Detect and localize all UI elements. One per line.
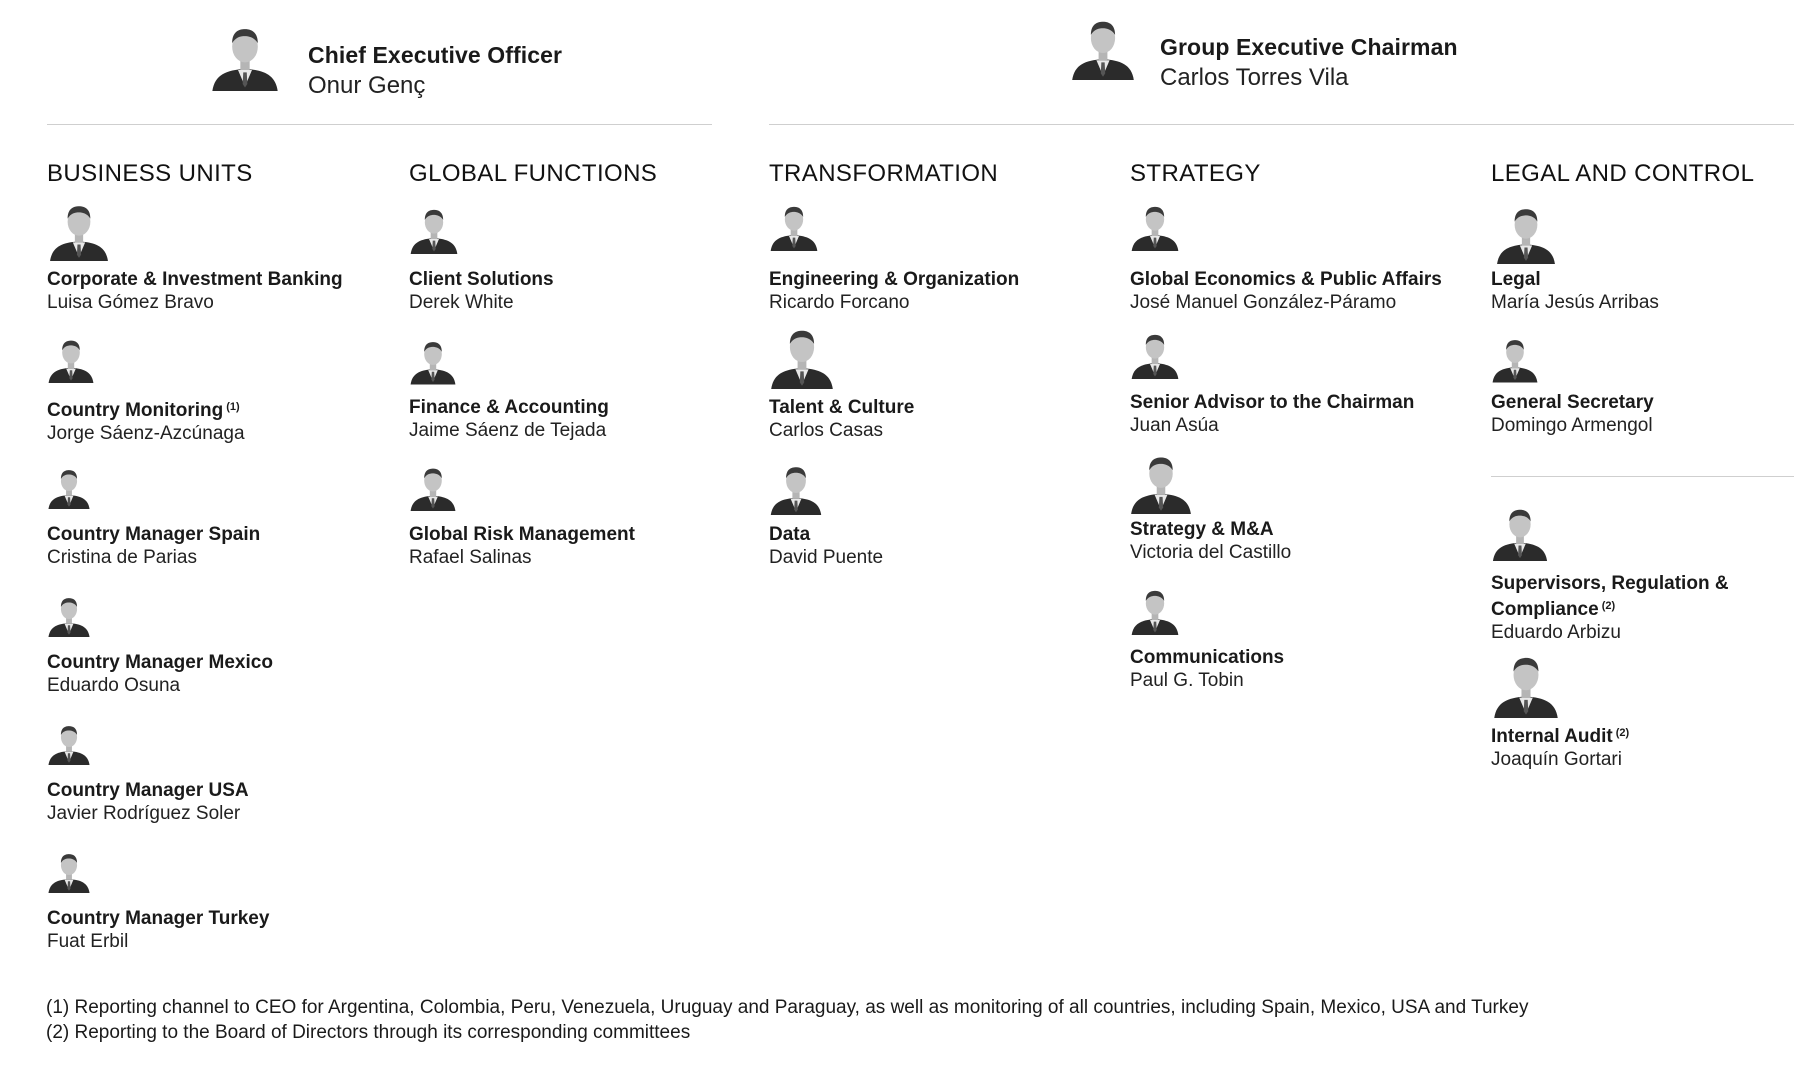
entry-country-manager-spain [47, 523, 260, 569]
person-name: Ricardo Forcano [769, 292, 910, 313]
person-name: Derek White [409, 292, 514, 313]
person-photo-icon [47, 199, 111, 261]
entry-engineering-organization [769, 268, 1019, 314]
person-name: Juan Asúa [1130, 415, 1219, 436]
role-title: Engineering & Organization [769, 269, 1020, 290]
person-name: Paul G. Tobin [1130, 670, 1244, 691]
role-title: Finance & Accounting [409, 397, 609, 418]
entry-global-economics [1130, 268, 1442, 314]
photo-country-manager-usa [47, 716, 91, 770]
role-title: Country Manager Mexico [47, 652, 273, 673]
person-name: Cristina de Parias [47, 547, 197, 568]
footnote-1: (1) Reporting channel to CEO for Argentina, Colombia, Peru, Venezuela, Uruguay and Paraguay, as well as monitoring of all countries, including Spain, Mexico, USA and Turkey [46, 997, 1529, 1018]
chairman-name: Carlos Torres Vila [1160, 64, 1349, 91]
photo-data [769, 459, 823, 517]
person-photo-icon [409, 331, 457, 390]
heading-business-units: BUSINESS UNITS [47, 160, 253, 187]
photo-strategy-ma [1128, 450, 1194, 514]
person-photo-icon [1491, 650, 1561, 718]
role-title: Global Economics & Public Affairs [1130, 269, 1442, 290]
role-title: Senior Advisor to the Chairman [1130, 392, 1415, 413]
role-title: Country Manager USA [47, 780, 249, 801]
person-name: María Jesús Arribas [1491, 292, 1659, 313]
photo-client-solutions [409, 199, 459, 259]
photo-senior-advisor [1130, 324, 1180, 384]
person-name: Victoria del Castillo [1130, 542, 1292, 563]
person-photo-icon [769, 459, 823, 517]
photo-internal-audit [1491, 650, 1561, 718]
photo-supervisors-compliance [1491, 496, 1549, 568]
person-photo-icon [1130, 195, 1180, 257]
person-photo-icon [769, 195, 819, 257]
chairman-photo [1070, 8, 1136, 86]
person-photo-icon [1491, 329, 1539, 388]
person-photo-icon [1491, 496, 1549, 568]
role-title: Strategy & M&A [1130, 519, 1274, 540]
photo-country-manager-turkey [47, 844, 91, 898]
role-title: Supervisors, Regulation & [1491, 573, 1729, 594]
person-name: José Manuel González-Páramo [1130, 292, 1397, 313]
photo-legal [1491, 202, 1561, 264]
entry-talent-culture [769, 396, 914, 442]
ceo-photo [210, 18, 280, 94]
role-title: General Secretary [1491, 392, 1654, 413]
ceo-divider [47, 124, 712, 125]
person-photo-icon [409, 199, 459, 259]
entry-internal-audit [1491, 722, 1629, 771]
entry-corporate-investment-banking [47, 268, 343, 314]
person-name: Joaquín Gortari [1491, 749, 1622, 770]
heading-legal-control: LEGAL AND CONTROL [1491, 160, 1755, 187]
entry-general-secretary [1491, 391, 1654, 437]
photo-global-risk-management [409, 457, 457, 517]
heading-transformation: TRANSFORMATION [769, 160, 999, 187]
person-name: Luisa Gómez Bravo [47, 292, 214, 313]
footnote-2: (2) Reporting to the Board of Directors through its corresponding committees [46, 1022, 691, 1043]
entry-legal [1491, 268, 1659, 314]
person-name: Jorge Sáenz-Azcúnaga [47, 423, 245, 444]
person-name: Rafael Salinas [409, 547, 532, 568]
person-photo-icon [409, 457, 457, 517]
person-photo-icon [47, 460, 91, 514]
person-photo-icon [1130, 580, 1180, 640]
person-name: Carlos Casas [769, 420, 884, 441]
footnote-ref: (2) [1601, 600, 1616, 612]
role-title: Talent & Culture [769, 397, 915, 418]
photo-corporate-investment-banking [47, 199, 111, 261]
footnote-ref: (1) [226, 401, 240, 413]
role-title: Country Manager Spain [47, 524, 261, 545]
person-name: Eduardo Arbizu [1491, 622, 1621, 643]
photo-country-manager-spain [47, 460, 91, 514]
person-name: Jaime Sáenz de Tejada [409, 420, 607, 441]
photo-engineering-organization [769, 195, 819, 257]
photo-country-monitoring [47, 329, 95, 389]
person-photo-icon [1130, 324, 1180, 384]
role-title: Country Monitoring $^{(1)}$ [47, 400, 240, 421]
entry-global-risk-management [409, 523, 635, 569]
entry-senior-advisor [1130, 391, 1414, 437]
person-photo-icon [47, 844, 91, 898]
person-name: Domingo Armengol [1491, 415, 1653, 436]
person-photo-icon [210, 18, 280, 94]
role-title: Country Manager Turkey [47, 908, 270, 929]
photo-general-secretary [1491, 329, 1539, 388]
photo-global-economics [1130, 195, 1180, 257]
photo-country-manager-mexico [47, 588, 91, 642]
role-title: Client Solutions [409, 269, 554, 290]
person-photo-icon [769, 322, 835, 390]
ceo-block [308, 42, 562, 100]
entry-communications [1130, 646, 1284, 692]
heading-global-functions: GLOBAL FUNCTIONS [409, 160, 658, 187]
role-title-line2: Compliance $^{(2)}$ [1491, 599, 1616, 620]
entry-data [769, 523, 883, 569]
entry-country-manager-mexico [47, 651, 273, 697]
ceo-title: Chief Executive Officer [308, 42, 563, 68]
role-title: Internal Audit $^{(2)}$ [1491, 726, 1630, 747]
person-photo-icon [1070, 8, 1136, 86]
photo-talent-culture [769, 322, 835, 390]
chairman-block [1160, 34, 1458, 92]
person-name: Javier Rodríguez Soler [47, 803, 241, 824]
photo-finance-accounting [409, 331, 457, 390]
photo-communications [1130, 580, 1180, 640]
heading-strategy: STRATEGY [1130, 160, 1261, 187]
entry-strategy-ma [1130, 518, 1291, 564]
entry-client-solutions [409, 268, 554, 314]
entry-country-monitoring [47, 396, 245, 445]
chairman-divider [769, 124, 1794, 125]
person-photo-icon [1491, 202, 1561, 264]
entry-finance-accounting [409, 396, 609, 442]
person-photo-icon [47, 588, 91, 642]
entry-supervisors-compliance [1491, 572, 1729, 644]
entry-country-manager-turkey [47, 907, 269, 953]
role-title: Legal [1491, 269, 1541, 290]
legal-control-divider [1491, 476, 1794, 477]
person-photo-icon [1128, 450, 1194, 514]
role-title: Communications [1130, 647, 1285, 668]
person-photo-icon [47, 716, 91, 770]
chairman-title: Group Executive Chairman [1160, 34, 1458, 60]
ceo-name: Onur Genç [308, 72, 426, 99]
person-name: Fuat Erbil [47, 931, 129, 952]
role-title: Global Risk Management [409, 524, 635, 545]
footnote-ref: (2) [1615, 727, 1630, 739]
entry-country-manager-usa [47, 779, 249, 825]
role-title: Data [769, 524, 811, 545]
footnotes [46, 995, 1528, 1045]
person-name: David Puente [769, 547, 884, 568]
role-title: Corporate & Investment Banking [47, 269, 343, 290]
person-name: Eduardo Osuna [47, 675, 181, 696]
person-photo-icon [47, 329, 95, 389]
